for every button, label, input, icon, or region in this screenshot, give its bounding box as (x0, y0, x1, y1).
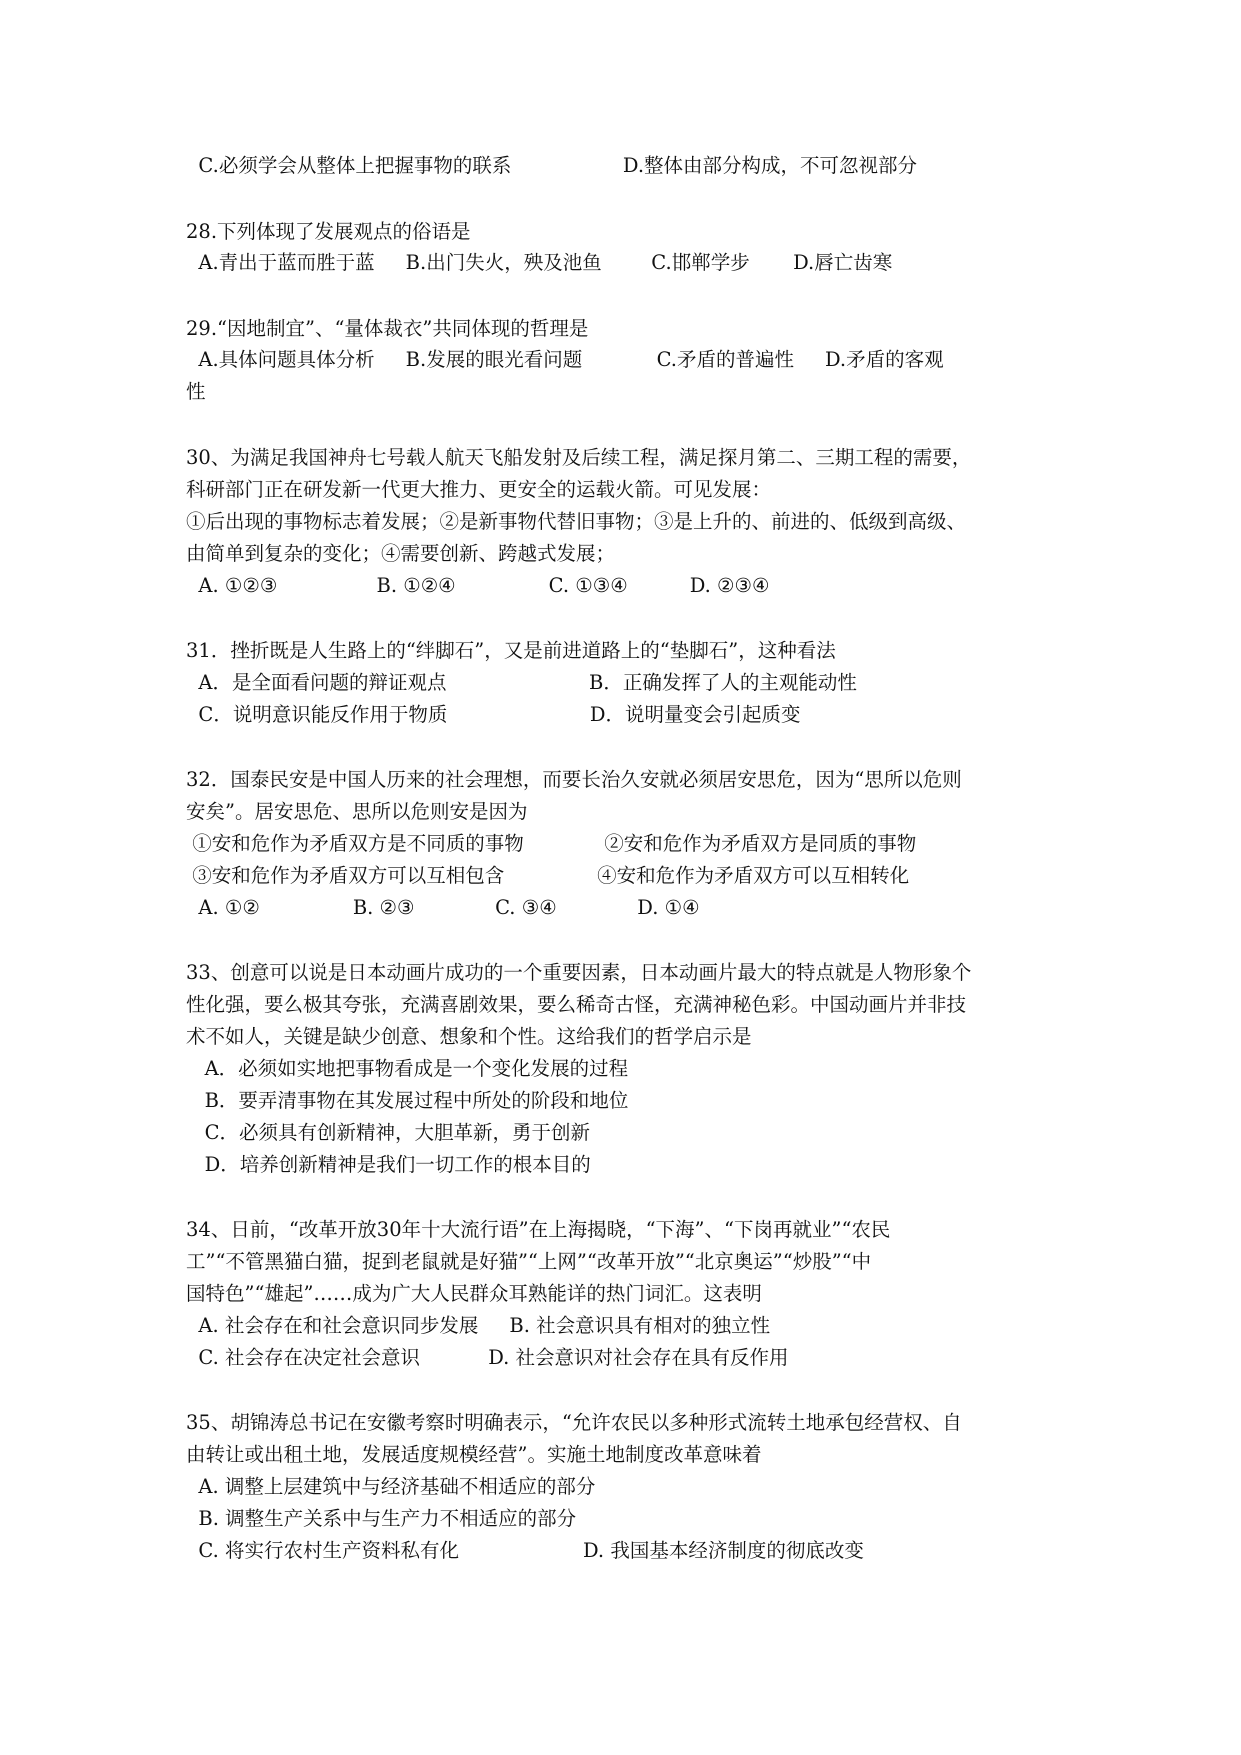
text-line: C. 社会存在决定社会意识 D. 社会意识对社会存在具有反作用 (186, 1346, 789, 1369)
text-line: ①后出现的事物标志着发展；②是新事物代替旧事物；③是上升的、前进的、低级到高级、 (186, 510, 967, 533)
text-line: A．是全面看问题的辩证观点 B．正确发挥了人的主观能动性 (186, 671, 857, 694)
text-line: A．必须如实地把事物看成是一个变化发展的过程 (186, 1057, 629, 1080)
question-29: 29.“因地制宜”、“量体裁衣”共同体现的哲理是 (186, 317, 589, 340)
text-line: D．培养创新精神是我们一切工作的根本目的 (186, 1153, 591, 1176)
text-line: 术不如人，关键是缺少创意、想象和个性。这给我们的哲学启示是 (186, 1025, 752, 1048)
text-line: 由简单到复杂的变化；④需要创新、跨越式发展； (186, 542, 616, 565)
question-30: 30、为满足我国神舟七号载人航天飞船发射及后续工程，满足探月第二、三期工程的需要， (186, 446, 972, 469)
text-line: B. 调整生产关系中与生产力不相适应的部分 (186, 1507, 577, 1530)
text-line: 工”“不管黑猫白猫，捉到老鼠就是好猫”“上网”“改革开放”“北京奥运”“炒股”“中 (186, 1250, 872, 1273)
question-31: 31．挫折既是人生路上的“绊脚石”，又是前进道路上的“垫脚石”，这种看法 (186, 639, 836, 662)
text-line: A.青出于蓝而胜于蓝 B.出门失火，殃及池鱼 C.邯郸学步 D.唇亡齿寒 (186, 251, 893, 274)
text-line: 由转让或出租土地，发展适度规模经营”。实施土地制度改革意味着 (186, 1443, 762, 1466)
question-34: 34、日前，“改革开放30年十大流行语”在上海揭晓，“下海”、“下岗再就业”“农民 (186, 1218, 891, 1241)
question-35: 35、胡锦涛总书记在安徽考察时明确表示，“允许农民以多种形式流转土地承包经营权、自 (186, 1411, 962, 1434)
text-line: 性 (186, 380, 206, 403)
text-line: A. 社会存在和社会意识同步发展 B. 社会意识具有相对的独立性 (186, 1314, 771, 1337)
question-33: 33、创意可以说是日本动画片成功的一个重要因素，日本动画片最大的特点就是人物形象个 (186, 961, 972, 984)
text-line: A. ①② B. ②③ C. ③④ D. ①④ (186, 896, 700, 919)
text-line: A. ①②③ B. ①②④ C. ①③④ D. ②③④ (186, 574, 770, 597)
text-line: B．要弄清事物在其发展过程中所处的阶段和地位 (186, 1089, 629, 1112)
text-line: ③安和危作为矛盾双方可以互相包含 ④安和危作为矛盾双方可以互相转化 (186, 864, 910, 887)
question-32: 32．国泰民安是中国人历来的社会理想，而要长治久安就必须居安思危，因为“思所以危则 (186, 768, 962, 791)
text-line: A.具体问题具体分析 B.发展的眼光看问题 C.矛盾的普遍性 D.矛盾的客观 (186, 348, 944, 371)
text-line: C. 将实行农村生产资料私有化 D. 我国基本经济制度的彻底改变 (186, 1539, 864, 1562)
text-line: C．说明意识能反作用于物质 D．说明量变会引起质变 (186, 703, 801, 726)
text-line: A. 调整上层建筑中与经济基础不相适应的部分 (186, 1475, 596, 1498)
text-line: ①安和危作为矛盾双方是不同质的事物 ②安和危作为矛盾双方是同质的事物 (186, 832, 917, 855)
text-line: C．必须具有创新精神，大胆革新，勇于创新 (186, 1121, 591, 1144)
text-line: 科研部门正在研发新一代更大推力、更安全的运载火箭。可见发展： (186, 478, 772, 501)
text-line: 安矣”。居安思危、思所以危则安是因为 (186, 800, 528, 823)
text-line: C.必须学会从整体上把握事物的联系 D.整体由部分构成，不可忽视部分 (186, 154, 918, 177)
text-line: 性化强，要么极其夸张，充满喜剧效果，要么稀奇古怪，充满神秘色彩。中国动画片并非技 (186, 993, 967, 1016)
text-line: 国特色”“雄起”……成为广大人民群众耳熟能详的热门词汇。这表明 (186, 1282, 762, 1305)
question-28: 28.下列体现了发展观点的俗语是 (186, 220, 471, 243)
